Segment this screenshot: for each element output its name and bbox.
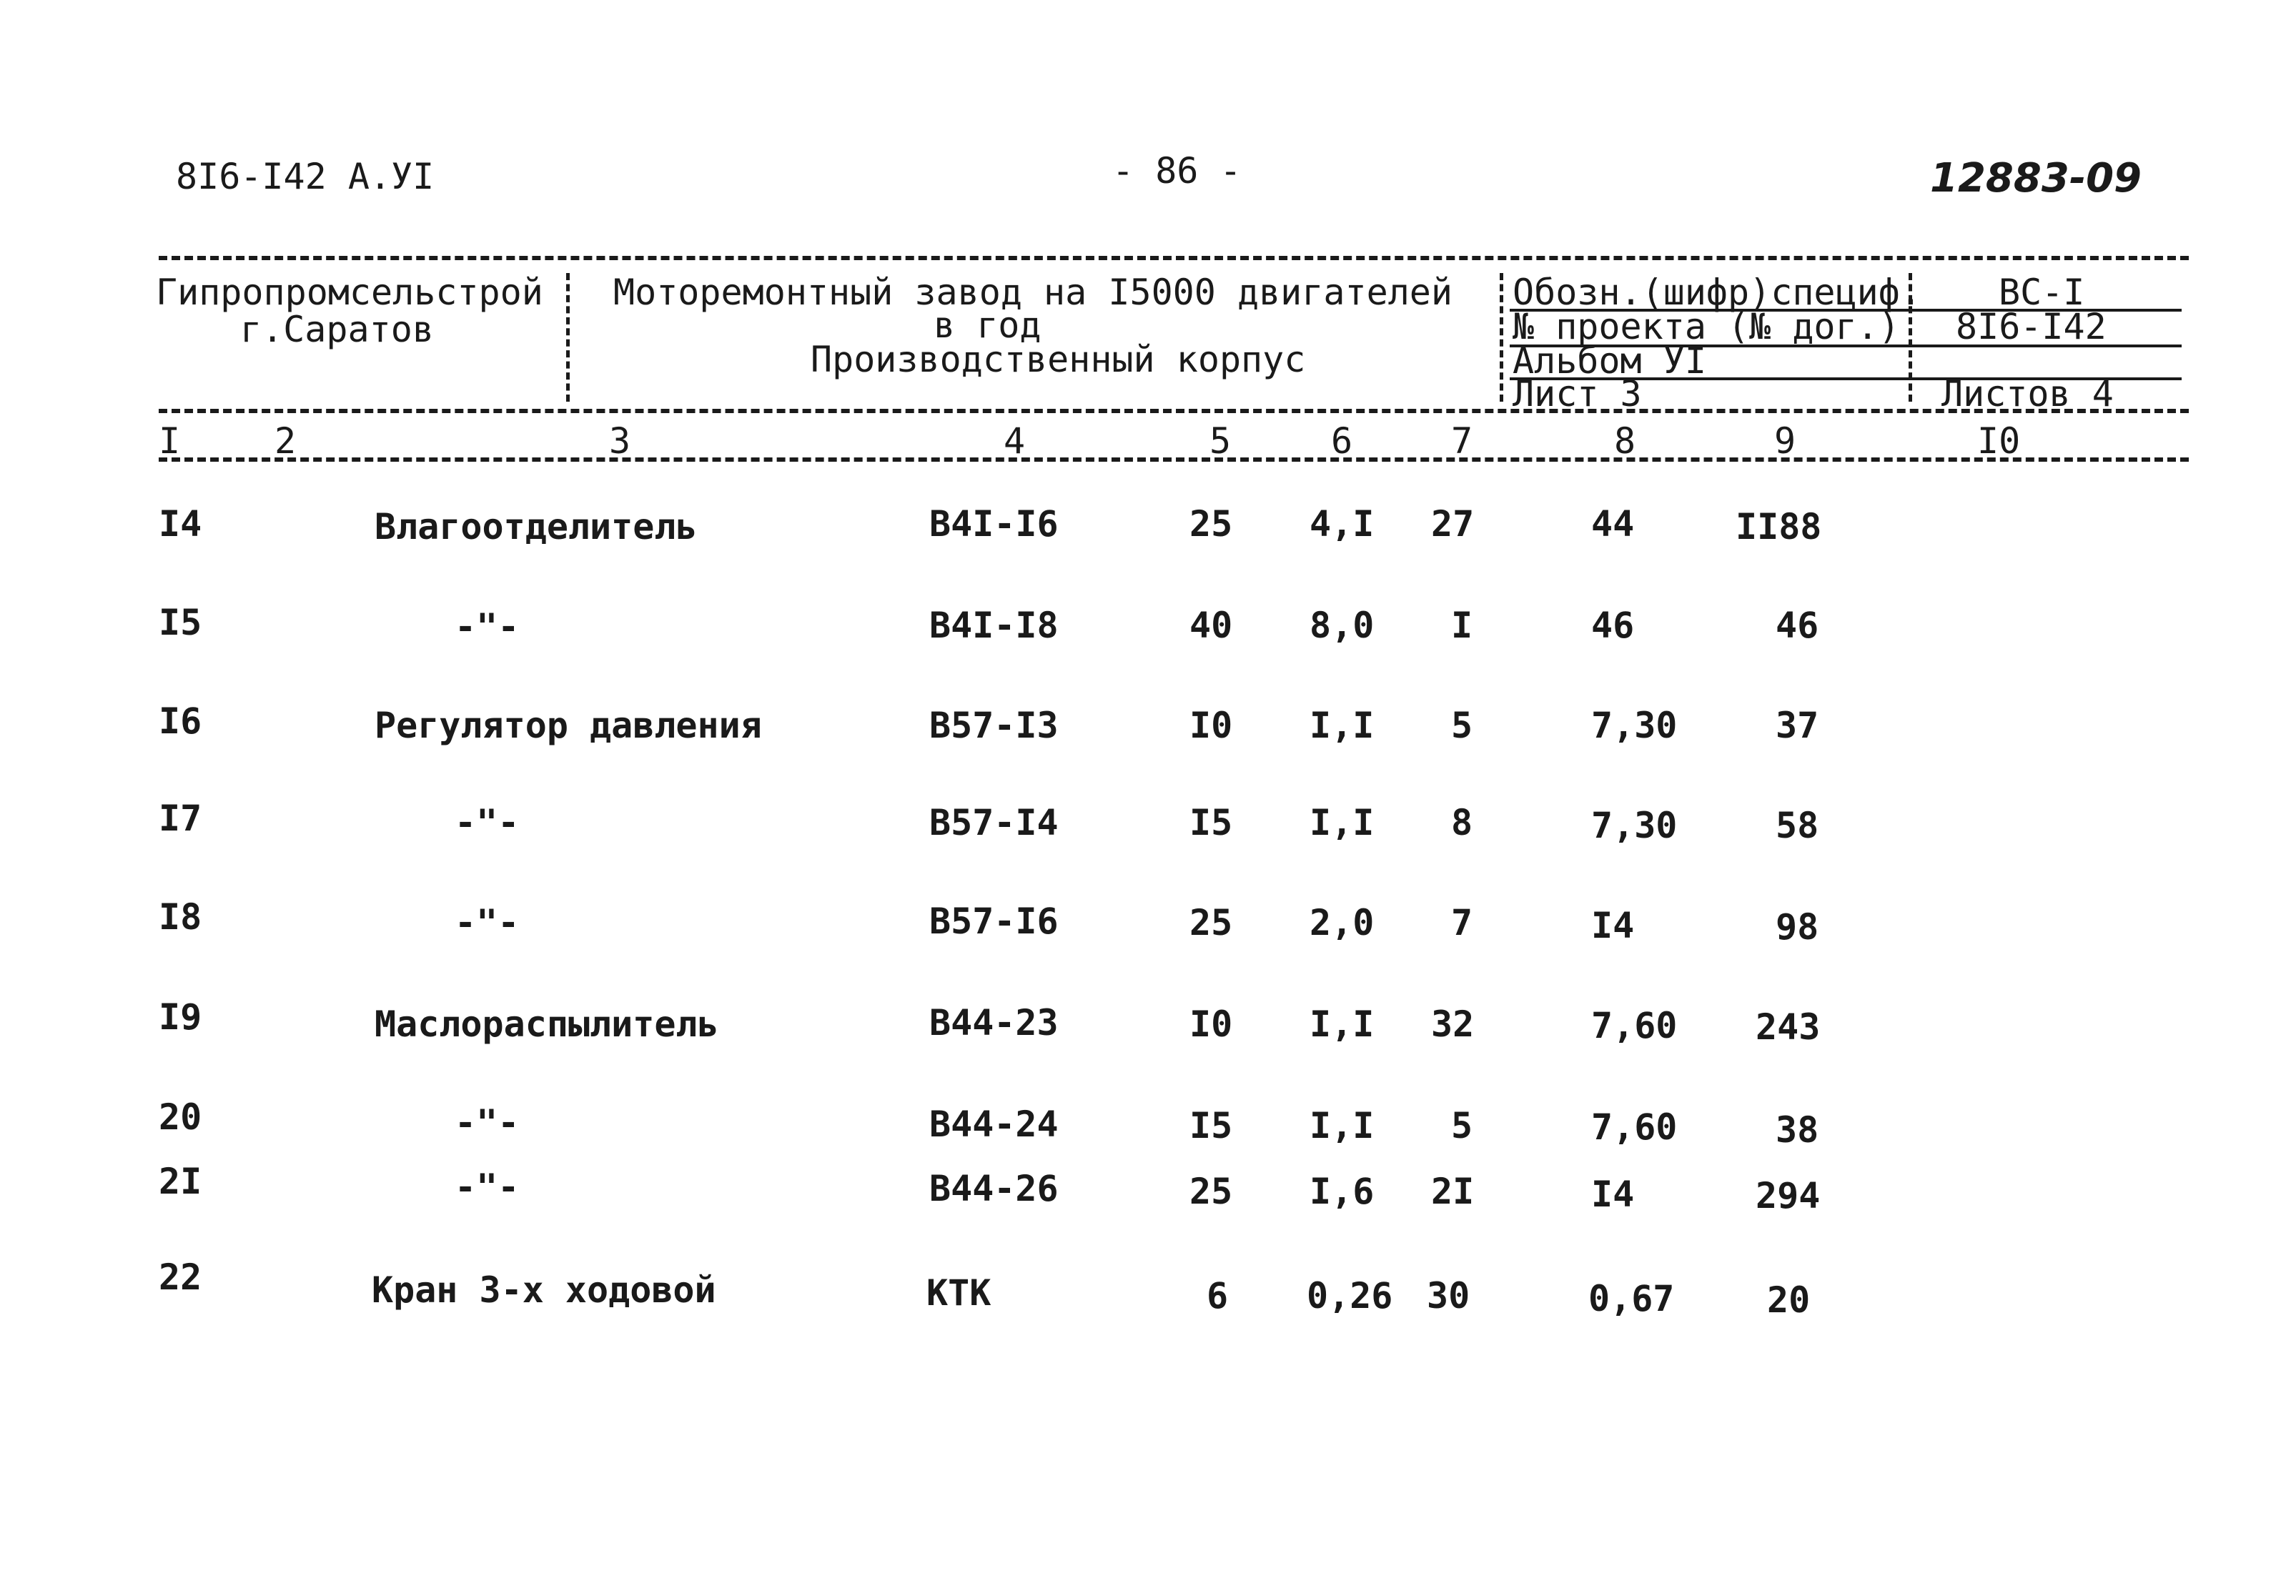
spec-label: Обозн.(шифр)специф. (1513, 272, 1921, 313)
item-name: Регулятор давления (375, 705, 762, 746)
col5-value: 25 (1189, 503, 1233, 545)
stamp-bottom-rule (159, 409, 2189, 413)
col5-value: I0 (1189, 1003, 1233, 1045)
row-number: I4 (159, 503, 202, 545)
col6-value: 4,I (1310, 503, 1375, 545)
item-code: В4I-I6 (929, 503, 1059, 545)
col9-value: 38 (1776, 1109, 1819, 1151)
col5-value: I0 (1189, 705, 1233, 746)
column-number: I (159, 420, 181, 462)
item-name: Кран 3-х ходовой (372, 1269, 716, 1311)
row-number: 2I (159, 1161, 202, 1202)
item-code: КТК (926, 1272, 991, 1314)
sheets-count-label: Листов 4 (1941, 373, 2114, 415)
col6-value: 2,0 (1310, 902, 1375, 943)
col9-value: 37 (1776, 705, 1819, 746)
col6-value: I,I (1310, 802, 1375, 843)
organization-name: Гипропромсельстрой (156, 272, 543, 313)
sheet-label: Лист 3 (1513, 373, 1642, 415)
col8-value: 7,60 (1591, 1005, 1678, 1046)
col8-value: 7,30 (1591, 805, 1678, 846)
col8-value: 46 (1591, 605, 1635, 646)
column-number: 3 (609, 420, 631, 462)
item-code: В44-23 (929, 1002, 1059, 1044)
col5-value: 25 (1189, 1171, 1233, 1212)
col8-value: I4 (1591, 1174, 1635, 1215)
col5-value: 25 (1189, 902, 1233, 943)
stamp-divider-3 (1909, 273, 1912, 402)
col7-value: 27 (1431, 503, 1475, 545)
col8-value: 0,67 (1588, 1278, 1675, 1319)
col5-value: 40 (1189, 605, 1233, 646)
item-code: В57-I4 (929, 802, 1059, 843)
column-number: 9 (1774, 420, 1796, 462)
column-number: 6 (1331, 420, 1353, 462)
item-code: В4I-I8 (929, 605, 1059, 646)
col7-value: I (1451, 605, 1473, 646)
row-number: I7 (159, 798, 202, 839)
col8-value: I4 (1591, 905, 1635, 946)
row-number: 20 (159, 1096, 202, 1138)
col9-value: 98 (1776, 906, 1819, 948)
col9-value: II88 (1736, 506, 1822, 547)
column-number: I0 (1977, 420, 2021, 462)
col7-value: 8 (1451, 802, 1473, 843)
col8-value: 7,30 (1591, 705, 1678, 746)
column-number: 7 (1451, 420, 1473, 462)
stamp-divider-1 (566, 273, 570, 402)
col6-value: I,6 (1310, 1171, 1375, 1212)
organization-city: г.Саратов (240, 309, 434, 350)
item-name: Влагоотделитель (375, 506, 698, 547)
item-name: Маслораспылитель (375, 1003, 719, 1045)
album-label: Альбом УI (1513, 340, 1706, 382)
row-number: 22 (159, 1257, 202, 1298)
col5-value: I5 (1189, 802, 1233, 843)
project-title-line3: Производственный корпус (811, 339, 1306, 380)
col5-value: I5 (1189, 1105, 1233, 1146)
col7-value: 5 (1451, 705, 1473, 746)
col5-value: 6 (1207, 1275, 1229, 1317)
col6-value: I,I (1310, 705, 1375, 746)
col7-value: 30 (1427, 1275, 1470, 1317)
item-code: В44-24 (929, 1104, 1059, 1145)
col7-value: 2I (1431, 1171, 1475, 1212)
col7-value: 5 (1451, 1105, 1473, 1146)
spec-value: ВС-I (1999, 272, 2085, 313)
col9-value: 243 (1756, 1006, 1821, 1048)
column-number: 2 (274, 420, 297, 462)
project-title-line1: Моторемонтный завод на I5000 двигателей (613, 272, 1453, 313)
item-code: В57-I3 (929, 705, 1059, 746)
col7-value: 7 (1451, 902, 1473, 943)
item-name: -"- (455, 802, 520, 843)
item-name: -"- (455, 1102, 520, 1144)
item-code: В57-I6 (929, 901, 1059, 942)
page-number: - 86 - (1112, 150, 1242, 192)
col7-value: 32 (1431, 1003, 1475, 1045)
item-code: В44-26 (929, 1168, 1059, 1209)
col9-value: 294 (1756, 1175, 1821, 1216)
column-number: 8 (1614, 420, 1636, 462)
item-name: -"- (455, 1166, 520, 1208)
item-name: -"- (455, 606, 520, 648)
project-number-value: 8I6-I42 (1956, 306, 2107, 347)
col8-value: 7,60 (1591, 1106, 1678, 1148)
stamp-top-rule (159, 256, 2189, 260)
inventory-number: 12883-09 (1930, 155, 2142, 202)
item-name: -"- (455, 902, 520, 943)
col9-value: 58 (1776, 805, 1819, 846)
row-number: I8 (159, 896, 202, 938)
col9-value: 20 (1767, 1279, 1811, 1321)
col6-value: I,I (1310, 1003, 1375, 1045)
col8-value: 44 (1591, 503, 1635, 545)
col6-value: I,I (1310, 1105, 1375, 1146)
row-number: I6 (159, 700, 202, 742)
col6-value: 8,0 (1310, 605, 1375, 646)
row-number: I9 (159, 996, 202, 1038)
column-number: 4 (1004, 420, 1026, 462)
project-number-label: № проекта (№ дог.) (1513, 306, 1900, 347)
project-title-line2: в год (934, 304, 1041, 346)
document-code: 8I6-I42 А.УI (176, 156, 435, 197)
column-header-rule (159, 457, 2189, 462)
col6-value: 0,26 (1307, 1275, 1393, 1317)
row-number: I5 (159, 602, 202, 643)
col9-value: 46 (1776, 605, 1819, 646)
stamp-divider-2 (1500, 273, 1503, 402)
column-number: 5 (1209, 420, 1232, 462)
